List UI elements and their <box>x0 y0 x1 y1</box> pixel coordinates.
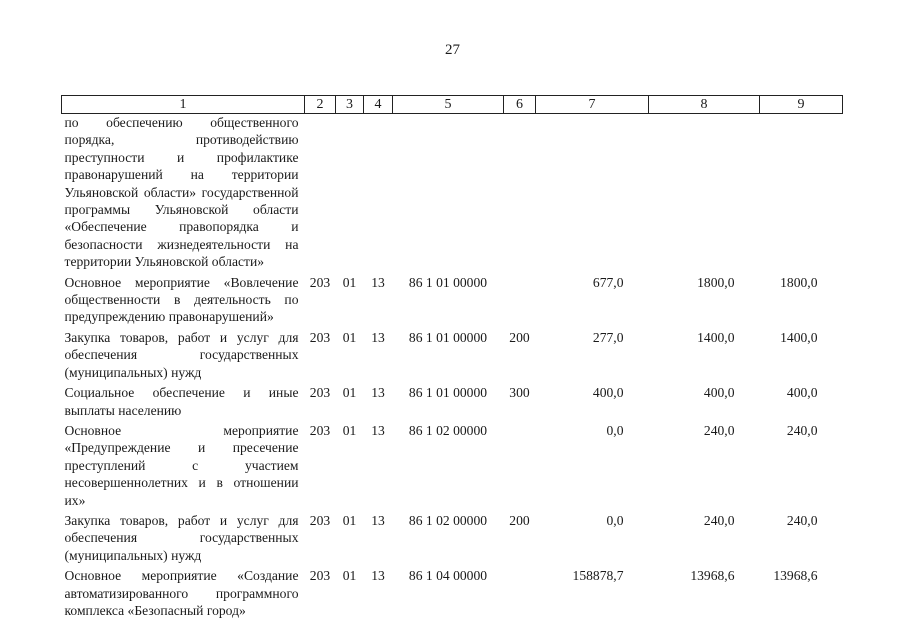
cell-target-article: 86 1 01 00000 <box>408 274 488 290</box>
cell-section: 01 <box>342 422 357 438</box>
cell-section: 01 <box>342 385 357 401</box>
column-header: 2 <box>305 96 336 114</box>
cell-ministry: 203 <box>309 568 331 584</box>
cell-amount-7: 400,0 <box>592 385 624 401</box>
cell-amount-7: 0,0 <box>606 422 624 438</box>
table-row <box>62 384 843 422</box>
cell-target-article: 86 1 02 00000 <box>408 512 488 528</box>
cell-target-article: 86 1 02 00000 <box>408 422 488 438</box>
cell-ministry: 203 <box>309 512 331 528</box>
cell-target-article: 86 1 01 00000 <box>408 385 488 401</box>
cell-section: 01 <box>342 568 357 584</box>
cell-target-article: 86 1 04 00000 <box>408 568 488 584</box>
cell-ministry: 203 <box>309 385 331 401</box>
cell-amount-9: 1400,0 <box>780 329 818 345</box>
cell-subsection: 13 <box>371 385 385 401</box>
cell-expense-type: 300 <box>509 385 530 401</box>
column-header: 4 <box>364 96 393 114</box>
cell-subsection: 13 <box>371 274 385 290</box>
table-row <box>62 422 843 512</box>
column-header: 9 <box>760 96 843 114</box>
row-name: Основное мероприятие «Вовлечение общественности в деятельность по предупреждению правонарушений» <box>64 274 299 325</box>
row-name: Закупка товаров, работ и услуг для обеспечения государственных (муниципальных) нужд <box>64 329 299 380</box>
cell-expense-type: 200 <box>509 329 530 345</box>
cell-amount-8: 1400,0 <box>697 329 735 345</box>
cell-expense-type <box>504 274 536 329</box>
column-header: 7 <box>536 96 649 114</box>
continuation-row <box>62 114 843 274</box>
row-name: Основное мероприятие «Создание автоматизированного программного комплекса «Безопасный город» <box>64 568 299 618</box>
cell-subsection: 13 <box>371 568 385 584</box>
cell-ministry: 203 <box>309 422 331 438</box>
column-header: 5 <box>393 96 504 114</box>
cell-subsection: 13 <box>371 329 385 345</box>
cell-section: 01 <box>342 512 357 528</box>
cell-expense-type <box>504 422 536 512</box>
continuation-text: по обеспечению общественного порядка, противодействию преступности и профилактике правонарушений на территории Ульяновской области» государственной программы Ульяновской области «Обеспечение правопорядка и безопасности жизнедеятельности на территории Ульяновской области» <box>64 115 299 270</box>
column-header: 1 <box>62 96 305 114</box>
cell-ministry: 203 <box>309 274 331 290</box>
column-header: 8 <box>649 96 760 114</box>
cell-amount-7: 158878,7 <box>572 568 624 584</box>
table-row <box>62 512 843 567</box>
cell-ministry: 203 <box>309 329 331 345</box>
cell-amount-9: 240,0 <box>786 422 818 438</box>
row-name: Социальное обеспечение и иные выплаты населению <box>64 385 299 418</box>
row-name: Основное мероприятие «Предупреждение и пресечение преступлений с участием несовершеннолетних и в отношении их» <box>64 422 299 508</box>
table-row <box>62 329 843 384</box>
cell-amount-8: 1800,0 <box>697 274 735 290</box>
cell-amount-7: 0,0 <box>606 512 624 528</box>
cell-section: 01 <box>342 274 357 290</box>
cell-section: 01 <box>342 329 357 345</box>
cell-amount-7: 677,0 <box>592 274 624 290</box>
table-header-row <box>62 96 843 114</box>
cell-amount-9: 1800,0 <box>780 274 818 290</box>
page-number: 27 <box>445 42 460 58</box>
budget-table <box>61 95 843 619</box>
cell-expense-type: 200 <box>509 512 530 528</box>
cell-amount-9: 400,0 <box>786 385 818 401</box>
cell-amount-9: 13968,6 <box>773 568 818 584</box>
cell-target-article: 86 1 01 00000 <box>408 329 488 345</box>
cell-subsection: 13 <box>371 512 385 528</box>
cell-amount-8: 13968,6 <box>690 568 735 584</box>
cell-expense-type <box>504 567 536 619</box>
cell-amount-8: 400,0 <box>703 385 735 401</box>
cell-amount-8: 240,0 <box>703 422 735 438</box>
cell-amount-8: 240,0 <box>703 512 735 528</box>
cell-amount-7: 277,0 <box>592 329 624 345</box>
table-row <box>62 567 843 619</box>
table-row <box>62 274 843 329</box>
column-header: 6 <box>504 96 536 114</box>
cell-subsection: 13 <box>371 422 385 438</box>
column-header: 3 <box>336 96 364 114</box>
cell-amount-9: 240,0 <box>786 512 818 528</box>
row-name: Закупка товаров, работ и услуг для обеспечения государственных (муниципальных) нужд <box>64 512 299 563</box>
